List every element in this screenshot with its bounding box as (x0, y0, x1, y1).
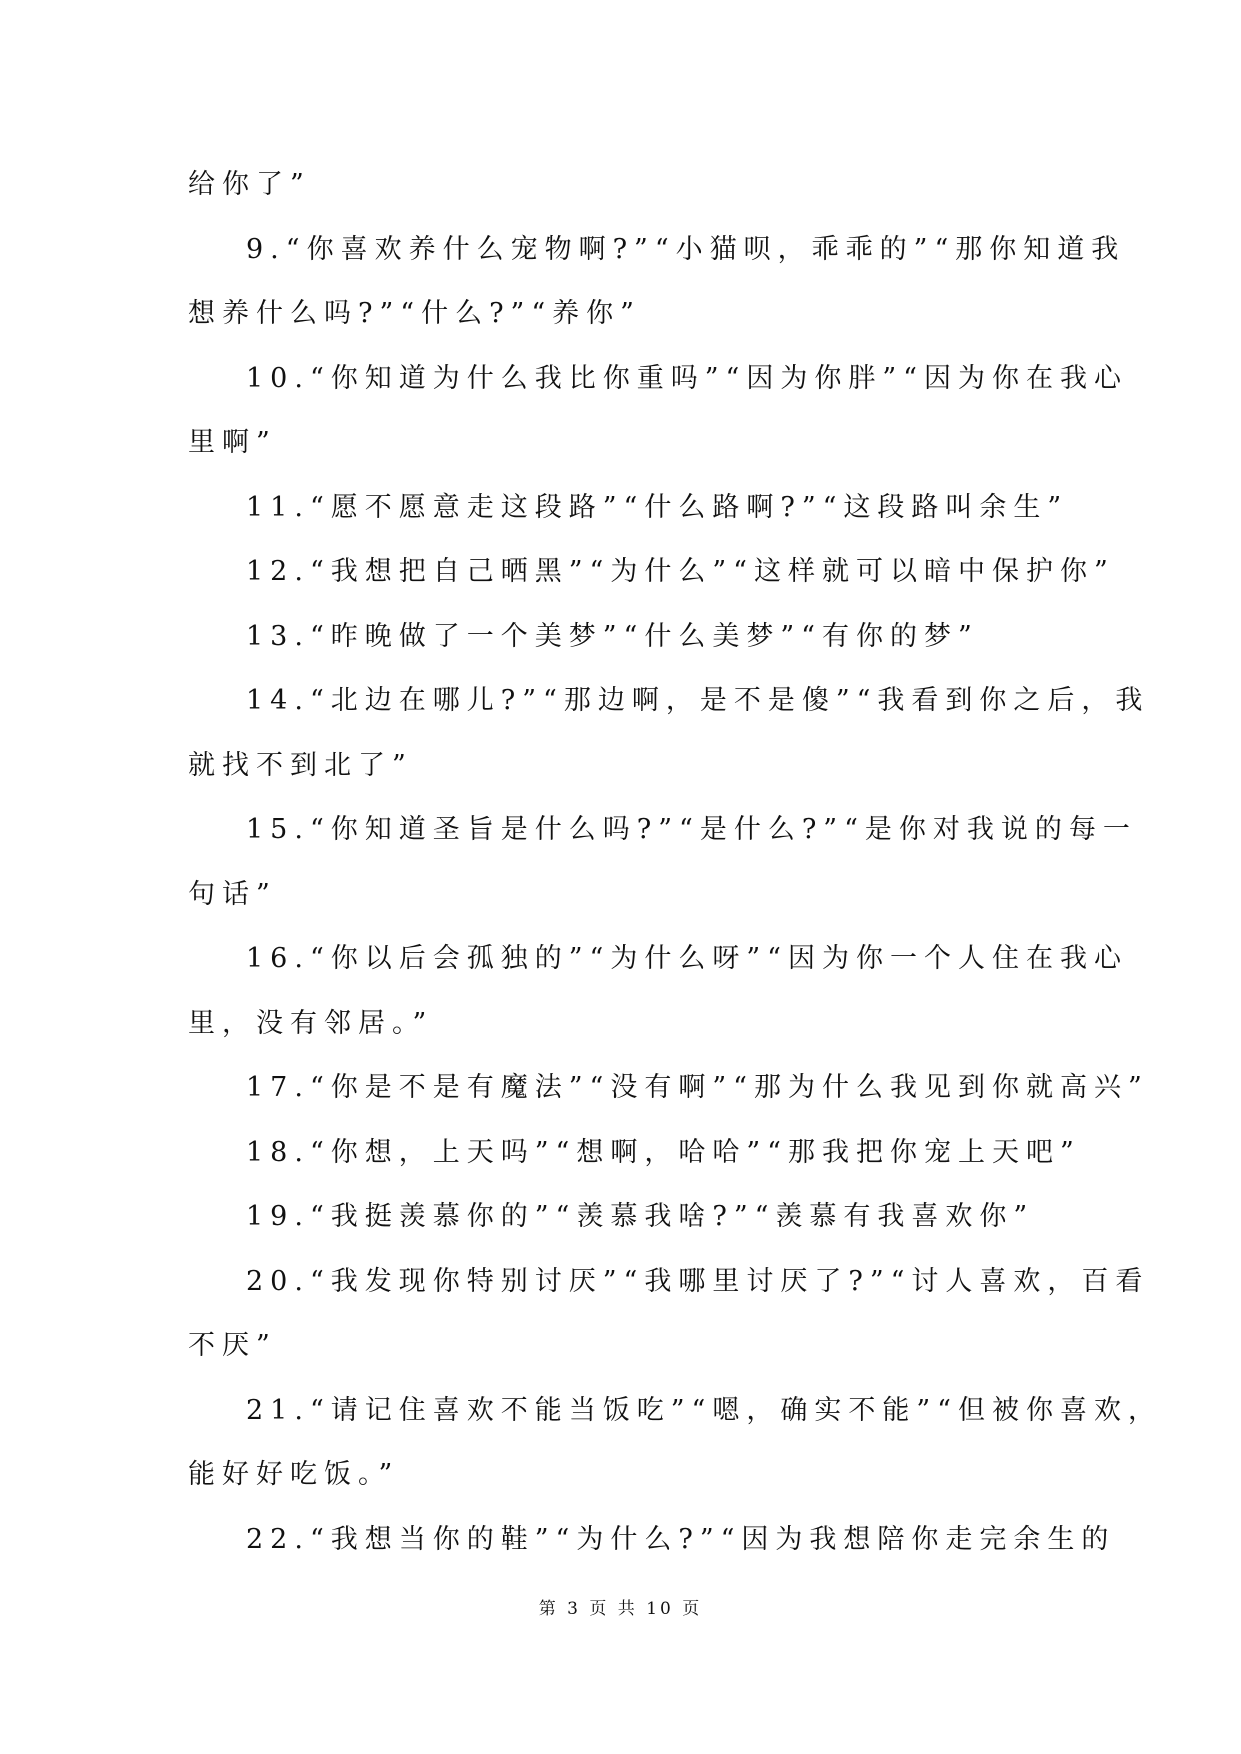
text-line: 17.“你是不是有魔法”“没有啊”“那为什么我见到你就高兴” (246, 1072, 1149, 1103)
text-line: 给你了” (188, 169, 311, 200)
page-number-footer: 第 3 页 共 10 页 (538, 1599, 703, 1619)
text-line: 里，没有邻居。” (188, 1007, 434, 1039)
text-line: 22.“我想当你的鞋”“为什么?”“因为我想陪你走完余生的 (246, 1523, 1116, 1555)
text-line: 句话” (188, 878, 277, 910)
text-line: 11.“愿不愿意走这段路”“什么路啊?”“这段路叫余生” (246, 491, 1069, 523)
text-line: 18.“你想，上天吗”“想啊，哈哈”“那我把你宠上天吧” (246, 1136, 1081, 1168)
text-line: 21.“请记住喜欢不能当饭吃”“嗯，确实不能”“但被你喜欢， (246, 1394, 1162, 1426)
text-line: 15.“你知道圣旨是什么吗?”“是什么?”“是你对我说的每一 (246, 814, 1137, 845)
text-line: 12.“我想把自己晒黑”“为什么”“这样就可以暗中保护你” (246, 556, 1115, 587)
text-line: 16.“你以后会孤独的”“为什么呀”“因为你一个人住在我心 (246, 943, 1128, 974)
document-body (188, 153, 1162, 1572)
text-line: 不厌” (188, 1330, 277, 1361)
text-line: 20.“我发现你特别讨厌”“我哪里讨厌了?”“讨人喜欢，百看 (246, 1265, 1150, 1297)
text-line: 能好好吃饭。” (188, 1459, 400, 1490)
text-line: 19.“我挺羡慕你的”“羡慕我啥?”“羡慕有我喜欢你” (246, 1201, 1035, 1232)
text-line: 10.“你知道为什么我比你重吗”“因为你胖”“因为你在我心 (246, 362, 1128, 394)
text-line: 14.“北边在哪儿?”“那边啊，是不是傻”“我看到你之后，我 (246, 685, 1150, 716)
text-line: 13.“昨晚做了一个美梦”“什么美梦”“有你的梦” (246, 620, 979, 652)
text-line: 就找不到北了” (188, 749, 413, 781)
text-line: 9.“你喜欢养什么宠物啊?”“小猫呗，乖乖的”“那你知道我 (246, 233, 1126, 265)
text-line: 里啊” (188, 427, 277, 458)
text-line: 想养什么吗?”“什么?”“养你” (188, 298, 641, 329)
